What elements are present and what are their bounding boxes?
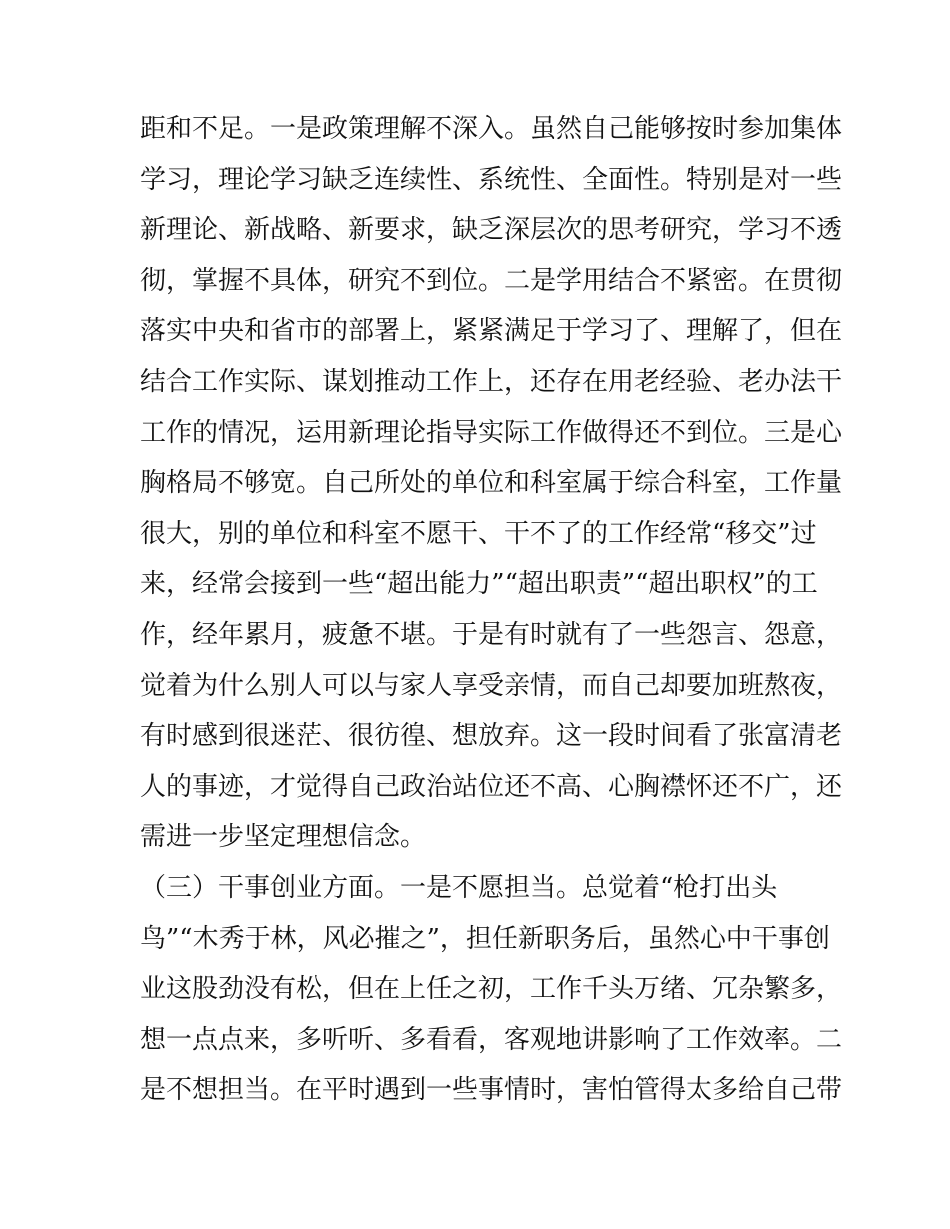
text-line-8: 胸格局不够宽。自己所处的单位和科室属于综合科室，工作量	[140, 468, 843, 499]
text-line-17: 鸟”“木秀于林，风必摧之”，担任新职务后，虽然心中干事创	[140, 923, 830, 954]
text-line-12: 觉着为什么别人可以与家人享受亲情，而自己却要加班熬夜，	[140, 670, 843, 701]
text-line-4: 彻，掌握不具体，研究不到位。二是学用结合不紧密。在贯彻	[140, 265, 843, 296]
text-line-20: 是不想担当。在平时遇到一些事情时，害怕管得太多给自己带	[140, 1075, 843, 1106]
text-line-14: 人的事迹，才觉得自己政治站位还不高、心胸襟怀还不广，还	[140, 771, 843, 802]
text-line-1: 距和不足。一是政策理解不深入。虽然自己能够按时参加集体	[140, 114, 843, 144]
text-line-13: 有时感到很迷茫、很彷徨、想放弃。这一段时间看了张富清老	[140, 721, 843, 752]
section-heading-line: （三）干事创业方面。一是不愿担当。总觉着“枪打出头	[140, 872, 778, 903]
text-line-15: 需进一步坚定理想信念。	[140, 822, 427, 853]
text-line-2: 学习，理论学习缺乏连续性、系统性、全面性。特别是对一些	[140, 164, 843, 195]
text-line-11: 作，经年累月，疲惫不堪。于是有时就有了一些怨言、怨意，	[140, 619, 843, 650]
text-line-9: 很大，别的单位和科室不愿干、干不了的工作经常“移交”过	[140, 518, 817, 549]
text-line-7: 工作的情况，运用新理论指导实际工作做得还不到位。三是心	[140, 417, 843, 448]
text-line-5: 落实中央和省市的部署上，紧紧满足于学习了、理解了，但在	[140, 316, 843, 347]
text-line-19: 想一点点来，多听听、多看看，客观地讲影响了工作效率。二	[140, 1024, 843, 1055]
body-text	[140, 104, 843, 1116]
text-line-10: 来，经常会接到一些“超出能力”“超出职责”“超出职权”的工	[140, 569, 818, 600]
text-line-18: 业这股劲没有松，但在上任之初，工作千头万绪、冗杂繁多，	[140, 974, 843, 1005]
text-line-6: 结合工作实际、谋划推动工作上，还存在用老经验、老办法干	[140, 366, 843, 397]
text-line-3: 新理论、新战略、新要求，缺乏深层次的思考研究，学习不透	[140, 215, 843, 246]
